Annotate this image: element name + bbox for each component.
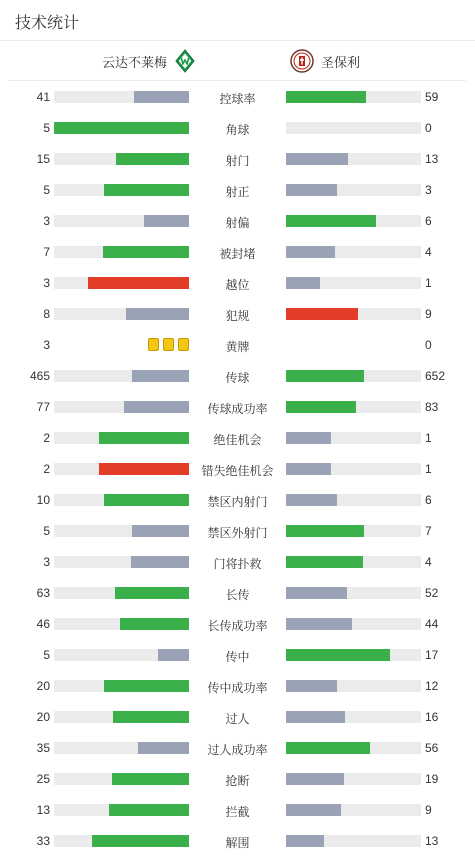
away-stat-bar	[286, 246, 421, 258]
stat-row	[0, 794, 475, 825]
stat-label: 错失绝佳机会	[201, 464, 274, 478]
yellow-card-icon	[178, 338, 189, 351]
home-stat-value: 3	[43, 338, 50, 352]
home-stat-bar-fill	[109, 804, 189, 816]
home-stat-bar	[54, 370, 189, 382]
yellow-card-icon	[163, 338, 174, 351]
stat-row	[0, 81, 475, 112]
home-stat-bar-fill	[138, 742, 189, 754]
stat-row	[0, 391, 475, 422]
away-stat-bar	[286, 494, 421, 506]
away-stat-bar-fill	[286, 773, 344, 785]
away-stat-bar	[286, 215, 421, 227]
home-stat-value: 8	[43, 307, 50, 321]
werder-bremen-logo-icon	[173, 49, 197, 73]
home-stat-bar-fill	[92, 835, 189, 847]
away-stat-bar	[286, 742, 421, 754]
stat-label: 射正	[225, 185, 250, 199]
home-stat-value: 2	[43, 431, 50, 445]
stat-row	[0, 236, 475, 267]
home-team-name: 云达不莱梅	[102, 54, 168, 70]
away-stat-bar-fill	[286, 153, 348, 165]
stat-row	[0, 360, 475, 391]
home-stat-value: 13	[36, 803, 50, 817]
away-stat-bar-fill	[286, 215, 376, 227]
home-stat-value: 3	[43, 555, 50, 569]
stat-row	[0, 577, 475, 608]
home-stat-bar-fill	[132, 525, 189, 537]
home-stat-bar	[54, 215, 189, 227]
away-stat-bar-fill	[286, 277, 320, 289]
stat-label: 传球	[225, 371, 250, 385]
yellow-card-icon	[148, 338, 159, 351]
home-stat-value: 25	[36, 772, 50, 786]
away-team[interactable]	[290, 49, 360, 73]
home-stat-value: 41	[36, 90, 50, 104]
away-stat-bar-fill	[286, 680, 337, 692]
stat-row	[0, 174, 475, 205]
away-stat-bar	[286, 277, 421, 289]
away-stat-bar-fill	[286, 401, 356, 413]
away-stat-bar-fill	[286, 618, 352, 630]
away-stat-value: 16	[425, 710, 439, 724]
home-stat-value: 5	[43, 524, 50, 538]
away-stat-value: 0	[425, 121, 432, 135]
home-stat-bar-fill	[132, 370, 189, 382]
away-stat-bar	[286, 122, 421, 134]
home-stat-bar	[54, 773, 189, 785]
stat-row	[0, 701, 475, 732]
home-stat-bar	[54, 525, 189, 537]
away-stat-bar	[286, 711, 421, 723]
home-stat-bar	[54, 401, 189, 413]
stat-label: 禁区外射门	[207, 526, 268, 540]
home-stat-bar	[54, 742, 189, 754]
away-stat-bar-fill	[286, 494, 337, 506]
stat-row	[0, 515, 475, 546]
away-stat-bar-fill	[286, 246, 335, 258]
stat-label: 过人	[225, 712, 250, 726]
away-stat-bar-fill	[286, 742, 370, 754]
home-stat-bar	[54, 556, 189, 568]
away-stat-value: 1	[425, 462, 432, 476]
home-stat-bar-fill	[126, 308, 189, 320]
home-stat-bar	[54, 680, 189, 692]
stat-row	[0, 267, 475, 298]
away-stat-value: 56	[425, 741, 439, 755]
home-stat-bar-fill	[103, 246, 189, 258]
home-stat-value: 2	[43, 462, 50, 476]
home-stat-bar	[54, 153, 189, 165]
home-team[interactable]	[102, 49, 197, 73]
stat-row	[0, 422, 475, 453]
away-stat-bar-fill	[286, 649, 390, 661]
away-stat-bar-fill	[286, 432, 331, 444]
stat-label: 过人成功率	[207, 743, 268, 757]
home-stat-bar	[54, 711, 189, 723]
stat-label: 越位	[225, 278, 250, 292]
away-stat-bar	[286, 184, 421, 196]
home-stat-bar-fill	[116, 153, 189, 165]
stat-label: 射偏	[225, 216, 250, 230]
stat-row	[0, 329, 475, 360]
away-stat-value: 52	[425, 586, 439, 600]
home-stat-value: 20	[36, 710, 50, 724]
away-stat-bar-fill	[286, 804, 341, 816]
away-stat-value: 4	[425, 555, 432, 569]
home-stat-bar-fill	[54, 122, 189, 134]
away-stat-bar	[286, 525, 421, 537]
page-title: 技术统计	[15, 15, 80, 32]
away-stat-bar	[286, 308, 421, 320]
away-stat-bar-fill	[286, 711, 345, 723]
away-stat-value: 59	[425, 90, 439, 104]
away-stat-value: 4	[425, 245, 432, 259]
home-stat-bar	[54, 463, 189, 475]
stat-label: 犯规	[225, 309, 250, 323]
away-stat-value: 0	[425, 338, 432, 352]
stat-label: 被封堵	[219, 247, 256, 261]
home-stat-bar-fill	[99, 432, 189, 444]
stat-label: 传中成功率	[207, 681, 268, 695]
away-stat-bar	[286, 370, 421, 382]
away-stat-bar	[286, 835, 421, 847]
home-stat-bar-fill	[88, 277, 189, 289]
st-pauli-logo-icon	[290, 49, 314, 73]
home-stat-value: 77	[36, 400, 50, 414]
away-stat-bar	[286, 556, 421, 568]
home-stat-bar	[54, 494, 189, 506]
home-stat-value: 10	[36, 493, 50, 507]
home-stat-value: 33	[36, 834, 50, 848]
stat-label: 角球	[225, 123, 250, 137]
home-stat-bar	[54, 91, 189, 103]
stat-label: 长传	[225, 588, 250, 602]
away-stat-value: 6	[425, 493, 432, 507]
away-stat-value: 13	[425, 834, 439, 848]
stat-row	[0, 205, 475, 236]
home-stat-bar-fill	[144, 215, 189, 227]
away-stat-bar-fill	[286, 91, 366, 103]
away-stat-value: 9	[425, 307, 432, 321]
stat-label: 禁区内射门	[207, 495, 268, 509]
home-stat-bar-fill	[99, 463, 189, 475]
home-stat-bar	[54, 587, 189, 599]
home-stat-bar-fill	[134, 91, 189, 103]
home-stat-value: 63	[36, 586, 50, 600]
away-team-name: 圣保利	[321, 54, 361, 70]
stat-row	[0, 732, 475, 763]
away-stat-bar	[286, 587, 421, 599]
home-stat-bar-fill	[104, 494, 189, 506]
away-stat-bar-fill	[286, 556, 363, 568]
away-stat-value: 19	[425, 772, 439, 786]
home-stat-value: 3	[43, 276, 50, 290]
away-stat-bar-fill	[286, 835, 324, 847]
home-stat-bar	[54, 122, 189, 134]
home-stat-bar-fill	[113, 711, 189, 723]
home-stat-value: 5	[43, 183, 50, 197]
stat-label: 传中	[225, 650, 250, 664]
stat-label: 黄牌	[225, 340, 250, 354]
home-stat-value: 20	[36, 679, 50, 693]
away-stat-bar	[286, 91, 421, 103]
stat-label: 解围	[225, 836, 250, 850]
stat-label: 抢断	[225, 774, 250, 788]
away-stat-value: 12	[425, 679, 439, 693]
away-stat-bar	[286, 680, 421, 692]
home-stat-bar	[54, 184, 189, 196]
home-stat-bar	[54, 277, 189, 289]
away-stat-bar	[286, 618, 421, 630]
away-stat-value: 44	[425, 617, 439, 631]
away-stat-value: 7	[425, 524, 432, 538]
home-stat-value: 465	[29, 369, 50, 383]
home-stat-bar-fill	[124, 401, 189, 413]
stat-row	[0, 143, 475, 174]
stat-row	[0, 763, 475, 794]
stat-label: 控球率	[219, 92, 256, 106]
away-stat-bar	[286, 401, 421, 413]
away-stat-value: 17	[425, 648, 439, 662]
stat-label: 长传成功率	[207, 619, 268, 633]
away-stat-bar	[286, 804, 421, 816]
away-stat-bar	[286, 649, 421, 661]
home-stat-bar	[54, 835, 189, 847]
home-stat-value: 46	[36, 617, 50, 631]
home-stat-bar-fill	[131, 556, 189, 568]
away-stat-bar-fill	[286, 463, 331, 475]
away-stat-bar	[286, 153, 421, 165]
home-yellow-cards	[54, 338, 189, 351]
home-stat-value: 7	[43, 245, 50, 259]
away-stat-bar	[286, 432, 421, 444]
away-stat-value: 9	[425, 803, 432, 817]
away-stat-value: 1	[425, 431, 432, 445]
away-stat-value: 6	[425, 214, 432, 228]
away-stat-bar-fill	[286, 370, 364, 382]
home-stat-value: 3	[43, 214, 50, 228]
away-stat-bar-fill	[286, 184, 337, 196]
home-stat-bar-fill	[104, 184, 189, 196]
away-stat-value: 13	[425, 152, 439, 166]
header	[0, 0, 475, 41]
away-stat-bar	[286, 773, 421, 785]
stat-label: 射门	[225, 154, 250, 168]
home-stat-bar-fill	[120, 618, 189, 630]
stat-row	[0, 484, 475, 515]
stat-label: 拦截	[225, 805, 250, 819]
home-stat-value: 5	[43, 121, 50, 135]
home-stat-bar	[54, 618, 189, 630]
away-stat-bar	[286, 463, 421, 475]
stat-label: 绝佳机会	[213, 433, 262, 447]
away-stat-bar-fill	[286, 587, 347, 599]
home-stat-value: 5	[43, 648, 50, 662]
away-stat-value: 83	[425, 400, 439, 414]
home-stat-bar	[54, 308, 189, 320]
away-stat-value: 1	[425, 276, 432, 290]
stat-row	[0, 453, 475, 484]
teams-header	[8, 41, 466, 81]
away-stat-value: 652	[425, 369, 446, 383]
home-stat-bar	[54, 432, 189, 444]
stat-label: 门将扑救	[213, 557, 262, 571]
away-stat-bar-fill	[286, 525, 364, 537]
stat-row	[0, 670, 475, 701]
stat-row	[0, 639, 475, 670]
stat-row	[0, 546, 475, 577]
stat-label: 传球成功率	[207, 402, 268, 416]
away-stat-bar-fill	[286, 308, 358, 320]
stat-row	[0, 825, 475, 856]
home-stat-bar-fill	[104, 680, 189, 692]
home-stat-bar-fill	[115, 587, 189, 599]
home-stat-bar	[54, 804, 189, 816]
away-stat-value: 3	[425, 183, 432, 197]
stats-list	[0, 81, 475, 856]
home-stat-bar-fill	[112, 773, 189, 785]
home-stat-value: 35	[36, 741, 50, 755]
home-stat-bar-fill	[158, 649, 189, 661]
home-stat-value: 15	[36, 152, 50, 166]
home-stat-bar	[54, 246, 189, 258]
stat-row	[0, 112, 475, 143]
home-stat-bar	[54, 649, 189, 661]
stat-row	[0, 608, 475, 639]
stat-row	[0, 298, 475, 329]
